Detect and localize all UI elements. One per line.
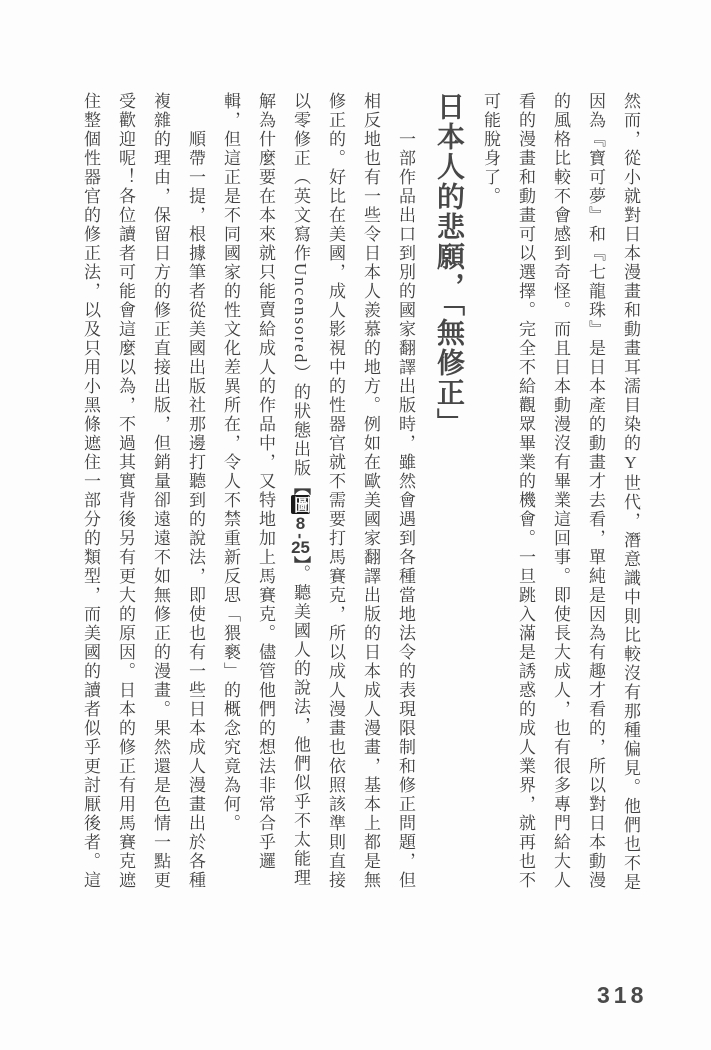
figure-bracket-open: 【 [291,478,310,496]
page-number: 318 [597,982,648,1008]
paragraph-2-text: 一部作品出口到別的國家翻譯出版時，雖然會遇到各種當地法令的表現限制和修正問題，但相反地也有一些令日本人羨慕的地方。例如在歐美國家翻譯出版的日本成人漫畫，基本上都是無修正的。好比在美國，成人影視中的性器官就不需要打馬賽克，所以成人漫畫也依照該準則直接以零修正（英文寫作 [291,92,415,890]
figure-number-minor: 25 [291,538,310,556]
figure-reference [291,478,310,564]
figure-bracket-close: 】 [291,555,310,565]
figure-number-major: 8 [291,514,310,534]
figure-label-box: 圖 [291,496,310,514]
paragraph-1-text: 然而，從小就對日本漫畫和動畫耳濡目染的 [621,92,640,453]
vertical-text-block [73,92,648,898]
paragraph-1 [473,92,648,898]
paragraph-2 [213,92,423,898]
latin-uncensored: Uncensored [291,263,310,365]
figure-number-dash: - [291,533,310,539]
paragraph-2-text-c: 。聽美國人的說法，他們似乎不太能理解為什麼要在本來就只能賣給成人的作品中，又特地加上馬賽克。儘管他們的想法非常合乎邏輯，但這正是不同國家的性文化差異所在，令人不禁重新反思「猥褻」的概念究竟為何。 [221,92,310,888]
section-heading: 日本人的悲願，「無修正」 [434,92,465,438]
paragraph-3: 順帶一提，根據筆者從美國出版社那邊打聽到的說法，即使也有一些日本成人漫畫出於各種複雜的理由，保留日方的修正直接出版，但銷量卻遠遠不如無修正的漫畫。果然還是色情一點更受歡迎呢！各位讀者可能會這麼以為，不過其實背後另有更大的原因。日本的修正有用馬賽克遮住整個性器官的修正法，以及只用小黑條遮住一部分的類型，而美國的讀者似乎更討厭後者。這 [81,92,205,890]
latin-y-generation: Y [621,453,640,474]
paragraph-2-text-b: ）的狀態出版 [291,364,310,479]
paragraph-1-text-continued: 世代，潛意識中則比較沒有那種偏見。他們也不是因為『寶可夢』和『七龍珠』是日本產的動畫才去看，單純是因為有趣才看的，所以對日本動漫的風格比較不會感到奇怪。而且日本動漫沒有畢業這回事。即使長大成人，也有很多專門給大人看的漫畫和動畫可以選擇。完全不給觀眾畢業的機會。一旦跳入滿是誘惑的成人業界，就再也不可能脫身了。 [481,92,640,892]
